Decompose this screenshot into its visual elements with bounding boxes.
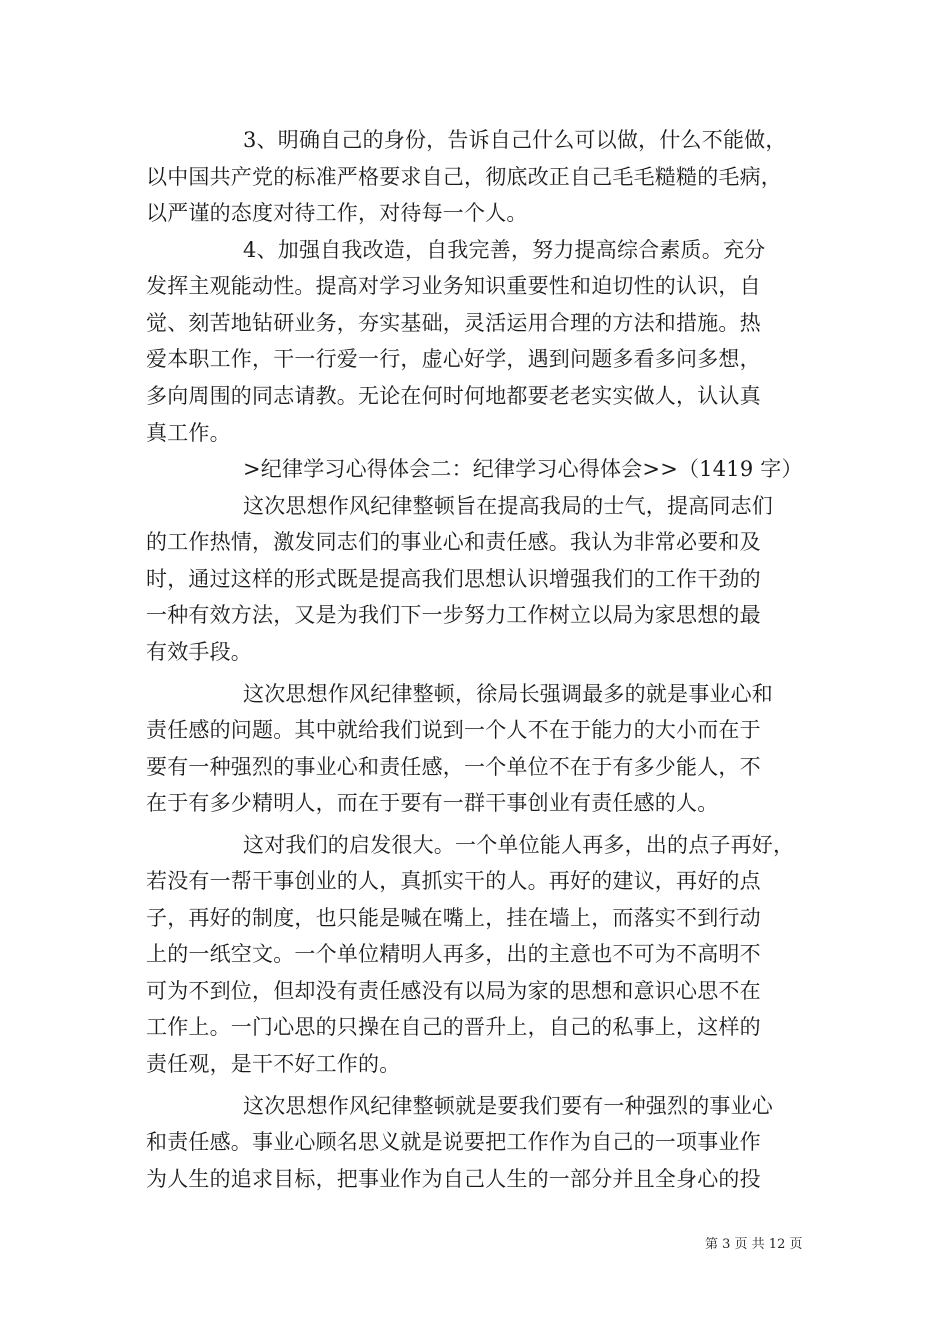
text-line: 一种有效方法，又是为我们下一步努力工作树立以局为家思想的最	[146, 603, 761, 627]
text-line: 这次思想作风纪律整顿旨在提高我局的士气，提高同志们	[243, 494, 773, 518]
text-line: 工作上。一门心思的只操在自己的晋升上，自己的私事上，这样的	[146, 1015, 761, 1039]
text-line: 有效手段。	[146, 640, 252, 664]
section-heading: >纪律学习心得体会二：纪律学习心得体会>>（1419 字）	[243, 457, 803, 481]
text-line: 若没有一帮干事创业的人，真抓实干的人。再好的建议，再好的点	[146, 869, 761, 893]
text-line: 这次思想作风纪律整顿就是要我们要有一种强烈的事业心	[243, 1094, 773, 1118]
text-line: 发挥主观能动性。提高对学习业务知识重要性和迫切性的认识，自	[146, 274, 761, 298]
text-line: 上的一纸空文。一个单位精明人再多，出的主意也不可为不高明不	[146, 942, 761, 966]
text-line: 为人生的追求目标，把事业作为自己人生的一部分并且全身心的投	[146, 1167, 761, 1191]
text-line: 这对我们的启发很大。一个单位能人再多，出的点子再好，	[243, 833, 795, 857]
text-line: 4、加强自我改造，自我完善，努力提高综合素质。充分	[243, 238, 766, 262]
text-line: 在于有多少精明人，而在于要有一群干事创业有责任感的人。	[146, 791, 719, 815]
text-line: 可为不到位，但却没有责任感没有以局为家的思想和意识心思不在	[146, 979, 761, 1003]
text-line: 以严谨的态度对待工作，对待每一个人。	[146, 201, 528, 225]
text-line: 子，再好的制度，也只能是喊在嘴上，挂在墙上，而落实不到行动	[146, 906, 761, 930]
text-line: 的工作热情，激发同志们的事业心和责任感。我认为非常必要和及	[146, 530, 761, 554]
text-line: 和责任感。事业心顾名思义就是说要把工作作为自己的一项事业作	[146, 1130, 761, 1154]
text-line: 责任观，是干不好工作的。	[146, 1052, 401, 1076]
text-line: 觉、刻苦地钻研业务，夯实基础，灵活运用合理的方法和措施。热	[146, 311, 761, 335]
text-line: 要有一种强烈的事业心和责任感，一个单位不在于有多少能人，不	[146, 755, 761, 779]
page-number-footer: 第 3 页 共 12 页	[705, 1237, 803, 1252]
text-line: 这次思想作风纪律整顿，徐局长强调最多的就是事业心和	[243, 682, 773, 706]
text-line: 时，通过这样的形式既是提高我们思想认识增强我们的工作干劲的	[146, 567, 761, 591]
text-line: 3、明确自己的身份，告诉自己什么可以做，什么不能做，	[243, 128, 787, 152]
text-line: 真工作。	[146, 421, 231, 445]
text-line: 责任感的问题。其中就给我们说到一个人不在于能力的大小而在于	[146, 718, 761, 742]
text-line: 多向周围的同志请教。无论在何时何地都要老老实实做人，认认真	[146, 384, 761, 408]
text-line: 以中国共产党的标准严格要求自己，彻底改正自己毛毛糙糙的毛病，	[146, 165, 782, 189]
text-line: 爱本职工作，干一行爱一行，虚心好学，遇到问题多看多问多想，	[146, 347, 761, 371]
